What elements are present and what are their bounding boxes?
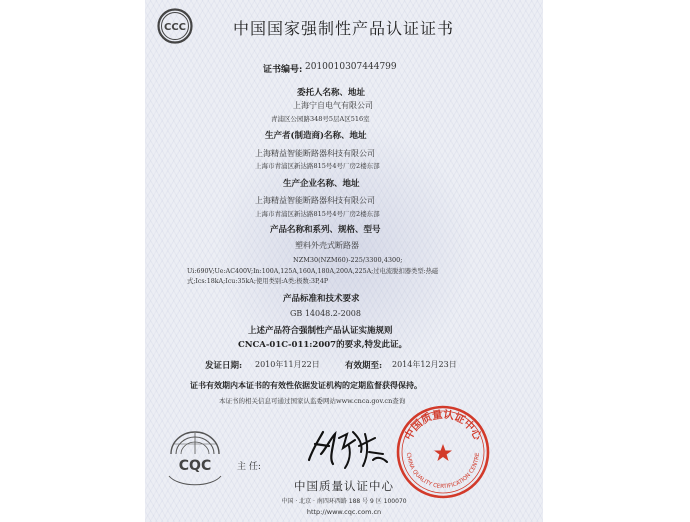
product-heading: 产品名称和系列、规格、型号 <box>270 225 381 235</box>
cqc-logo-text: CQC <box>178 458 212 474</box>
expiry-label: 有效期至: <box>345 361 383 371</box>
issuer-address: 中国 · 北京 · 南四环西路 188 号 9 区 100070 <box>281 498 407 505</box>
seal-text-top: 中国质量认证中心 <box>402 408 484 443</box>
expiry-value: 2014年12月23日 <box>392 360 457 369</box>
spec-line-1: NZM30(NZM60)-225/3300,4300; <box>293 256 403 264</box>
standard-value: GB 14048.2-2008 <box>290 309 361 318</box>
compliance-line-1: 上述产品符合强制性产品认证实施规则 <box>248 326 393 336</box>
certificate-document <box>145 0 543 522</box>
cert-no-value: 2010010307444799 <box>305 62 397 72</box>
product-name: 塑料外壳式断路器 <box>295 241 359 250</box>
page-title: 中国国家强制性产品认证证书 <box>233 19 455 38</box>
seal-text-bottom: CHINA QUALITY CERTIFICATION CENTRE <box>404 452 482 491</box>
spec-line-3: 式;Ics:18kA;Icu:35kA;使用类别:A类;极数:3P,4P <box>187 278 329 285</box>
manufacturer-address: 上海市青浦区新达路815号4号厂房2楼东部 <box>255 162 380 170</box>
issuer-website: http://www.cqc.com.cn <box>306 508 382 516</box>
lookup-note: 本证书的相关信息可通过国家认监委网站www.cnca.gov.cn查询 <box>219 397 406 405</box>
issue-date-value: 2010年11月22日 <box>255 360 320 369</box>
issuer-name: 中国质量认证中心 <box>294 479 394 493</box>
director-signature <box>303 424 395 474</box>
issue-date-label: 发证日期: <box>205 361 243 371</box>
ccc-logo-icon <box>157 8 193 44</box>
compliance-line-2: CNCA-01C-011:2007的要求,特发此证。 <box>238 340 408 350</box>
svg-text:中国质量认证中心 <box>402 408 485 443</box>
manufacturer-heading: 生产者(制造商)名称、地址 <box>265 131 367 141</box>
client-address: 青浦区公园路348号5层A区516室 <box>271 115 370 123</box>
ccc-logo-text: CCC <box>163 22 187 33</box>
validity-note: 证书有效期内本证书的有效性依据发证机构的定期监督获得保持。 <box>190 380 422 390</box>
standard-heading: 产品标准和技术要求 <box>283 294 360 304</box>
director-label: 主 任: <box>237 462 261 472</box>
client-heading: 委托人名称、地址 <box>297 88 366 98</box>
spec-line-2: Ui:690V;Ue:AC400V;In:100A,125A,160A,180A,200A,225A;过电流脱扣器类型:热磁 <box>187 268 439 275</box>
factory-address: 上海市青浦区新达路815号4号厂房2楼东部 <box>255 210 380 218</box>
factory-name: 上海精益智能断路器科技有限公司 <box>255 196 375 205</box>
factory-heading: 生产企业名称、地址 <box>283 179 360 189</box>
client-name: 上海宁自电气有限公司 <box>293 101 373 110</box>
cert-no-label: 证书编号: <box>263 65 303 75</box>
manufacturer-name: 上海精益智能断路器科技有限公司 <box>255 149 375 158</box>
